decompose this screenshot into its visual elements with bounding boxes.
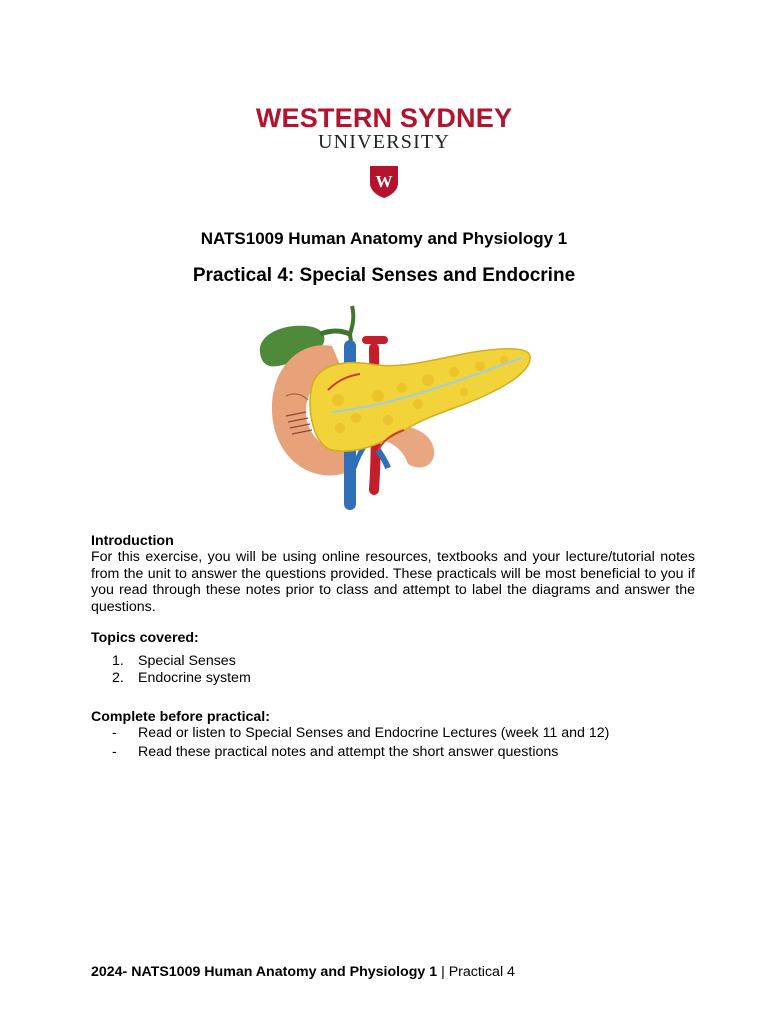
list-item-label: Special Senses [138, 653, 236, 669]
practical-title: Practical 4: Special Senses and Endocrine [192, 265, 576, 286]
list-item-label: Endocrine system [138, 669, 251, 686]
list-item [112, 653, 251, 670]
list-bullet: - [112, 744, 117, 760]
shield-letter: W [375, 172, 393, 191]
footer-unit: 2024- NATS1009 Human Anatomy and Physiology 1 [91, 964, 438, 980]
list-number: 2. [112, 669, 124, 686]
before-practical-list [112, 724, 609, 762]
list-item [112, 743, 609, 762]
logo-name-line2: UNIVERSITY [318, 131, 450, 153]
unit-title: NATS1009 Human Anatomy and Physiology 1 [200, 229, 568, 248]
introduction-text: For this exercise, you will be using online resources, textbooks and your lecture/tutorial notes from the unit to answer the questions provided. These practicals will be most beneficial to you if you read through these notes prior to class and attempt to label the diagrams and answer the questions. [91, 549, 695, 615]
page-footer [91, 964, 515, 980]
list-bullet: - [112, 725, 117, 741]
list-item [112, 724, 609, 743]
logo-name-line1: WESTERN SYDNEY [255, 103, 513, 133]
shield-icon [369, 165, 399, 199]
pancreas-illustration-icon [228, 300, 560, 520]
topics-heading: Topics covered: [91, 630, 199, 646]
before-practical-heading: Complete before practical: [91, 709, 270, 725]
list-number: 1. [112, 653, 124, 669]
introduction-heading: Introduction [91, 533, 174, 549]
list-item [112, 670, 251, 687]
footer-practical: | Practical 4 [437, 964, 515, 980]
list-item-label: Read or listen to Special Senses and Endocrine Lectures (week 11 and 12) [138, 725, 610, 741]
topics-list [112, 653, 251, 686]
list-item-label: Read these practical notes and attempt the short answer questions [138, 744, 559, 760]
